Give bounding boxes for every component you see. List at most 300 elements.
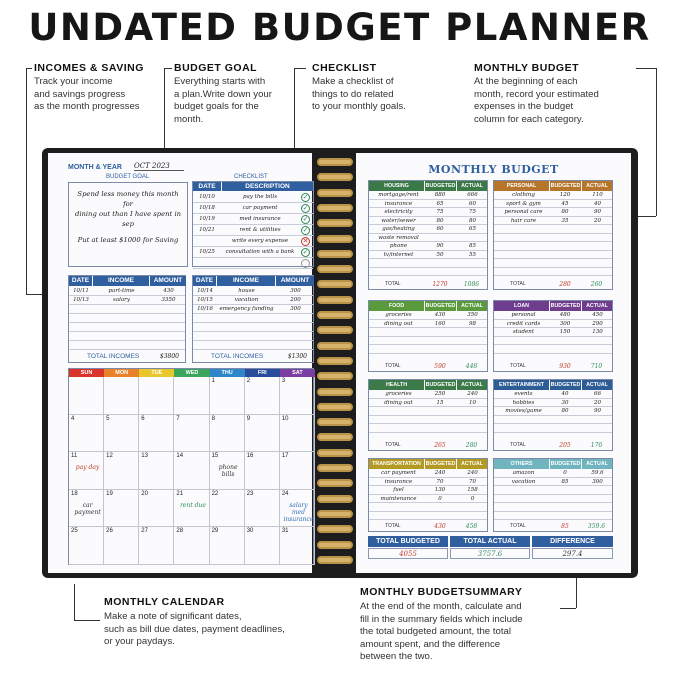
section-total-actual: 458 [465,523,478,530]
calendar-day-number: 19 [106,490,113,497]
leader-line [656,68,657,216]
section-total-budgeted: 590 [434,363,446,370]
budget-row [494,424,612,433]
calendar-day-number: 26 [106,528,113,535]
calendar-day[interactable] [104,490,139,528]
budget-row [494,311,612,320]
budget-row [369,311,487,320]
calendar-note: rent due [180,501,206,509]
income-row [193,287,313,296]
section-total-budgeted: 280 [559,281,571,288]
income-row [69,332,185,341]
checklist-checkbox[interactable]: ✓ [302,249,309,256]
budget-row [369,337,487,346]
callout-monthly [474,62,599,126]
budget-row [369,399,487,408]
budget-value: 130 [434,487,446,493]
budget-value: 50 [436,251,444,258]
calendar-day[interactable] [69,415,104,453]
checklist-row [193,203,313,214]
income-row [69,323,185,332]
income-header: DATE [193,276,216,286]
budgeted-header: BUDGETED [550,461,581,467]
calendar-day[interactable] [210,490,245,528]
budget-row [369,225,487,234]
budget-row [369,234,487,243]
budget-value: 15 [436,399,444,406]
actual-value: 85 [469,243,476,249]
checklist-checkbox[interactable] [301,259,310,268]
section-name: TRANSPORTATION [369,459,424,469]
calendar-day[interactable] [174,527,209,565]
budget-row [494,200,612,209]
spiral-ring [317,479,353,487]
calendar-note: salary med insurance [283,501,314,523]
income-header: INCOME [217,276,275,286]
budget-value: 250 [434,391,446,397]
calendar-day[interactable] [245,527,280,565]
spiral-ring [317,219,353,227]
budget-row [494,337,612,346]
checklist-checkbox[interactable]: ✓ [302,227,309,234]
budget-row [494,503,612,512]
budget-row [494,225,612,234]
callout-checklist-title: CHECKLIST [312,62,377,74]
income-row [193,341,313,350]
spiral-ring [317,418,353,426]
budget-value: 880 [434,192,446,198]
spiral-ring [317,357,353,365]
budget-item: waste removal [378,234,419,241]
checklist-desc: car payment [242,205,278,211]
calendar-day-number: 11 [71,453,78,460]
summary-budgeted-value: 4055 [368,548,448,559]
calendar-day[interactable] [139,415,174,453]
actual-value: 40 [594,200,601,207]
budget-value: 0 [438,495,442,502]
spiral-ring [317,158,353,166]
budget-value: 160 [434,320,446,327]
day-header-wed: WED [174,369,209,377]
checklist-date [193,236,221,246]
calendar-day[interactable] [280,452,315,490]
section-name: ENTERTAINMENT [494,380,549,390]
spiral-ring [317,510,353,518]
budget-item: sport & gym [506,200,541,207]
income-header: DATE [69,276,92,286]
calendar-day[interactable] [245,415,280,453]
budget-row [369,242,487,251]
income-cell: 10/16 [197,306,213,312]
checklist-desc: write every expense [231,238,289,244]
checklist-row [193,258,313,269]
actual-value: 60 [469,200,476,207]
day-header-sun: SUN [69,369,104,377]
callout-summary-title: MONTHLY BUDGETSUMMARY [360,586,523,598]
budget-value: 40 [561,391,569,397]
calendar-day-number: 15 [211,453,219,460]
checklist-checkbox[interactable]: ✓ [302,194,309,201]
budget-row [494,251,612,260]
total-incomes-label: TOTAL INCOMES [87,353,140,360]
calendar-day[interactable] [245,377,280,415]
budget-row [369,495,487,504]
budget-item: amazon [512,470,535,476]
checklist-date-header: DATE [193,182,221,191]
checklist-row [193,247,313,258]
budget-item: fuel [393,487,404,493]
callout-monthly-title: MONTHLY BUDGET [474,62,580,74]
budget-row [369,251,487,260]
spiral-ring [317,372,353,380]
calendar-day[interactable] [139,452,174,490]
actual-header: ACTUAL [582,181,612,191]
callout-calendar-text: Make a note of significant dates, such as bill due dates, payment deadlines, or your paydays. [104,611,285,647]
spiral-ring [317,296,353,304]
callout-monthly-text: At the beginning of each month, record your estimated expenses in the budget column for each category. [474,76,599,125]
section-total-budgeted: 85 [561,523,569,530]
budget-item: personal [511,312,536,318]
checklist-table [192,181,314,267]
section-name: LOAN [494,301,549,311]
budget-value: 0 [563,470,567,476]
budget-row [369,416,487,425]
callout-goal-title: BUDGET GOAL [174,62,258,74]
income-row [193,314,313,323]
budget-row [494,399,612,408]
section-total-budgeted: 265 [434,442,446,449]
actual-value: 10 [469,399,476,406]
left-page [48,153,312,573]
section-total-label: TOTAL [385,442,401,448]
income-row [69,287,185,296]
budget-section-entertainment [493,379,613,451]
income-cell: 430 [163,288,174,294]
calendar-day[interactable] [210,377,245,415]
calendar-day-number: 7 [176,415,180,422]
calendar-day[interactable] [104,527,139,565]
section-name: FOOD [369,301,424,311]
budgeted-header: BUDGETED [550,303,581,309]
budget-item: student [512,329,535,335]
actual-header: ACTUAL [457,459,487,469]
leader-line [74,584,75,620]
calendar-day[interactable] [104,415,139,453]
actual-value: 240 [467,470,478,476]
budget-item: movies/game [505,408,542,414]
calendar-day[interactable] [210,527,245,565]
income-cell: 10/14 [197,288,213,294]
budget-row [494,234,612,243]
income-row [193,296,313,305]
budgeted-header: BUDGETED [550,183,581,189]
budget-row [494,217,612,226]
budget-row [494,486,612,495]
actual-value: 290 [592,320,603,327]
calendar-day[interactable] [210,415,245,453]
calendar-day[interactable] [245,490,280,528]
checklist-desc: pay the bills [242,194,278,200]
budget-row [369,208,487,217]
section-total-label: TOTAL [385,523,401,529]
section-total-budgeted: 930 [559,363,571,370]
budget-item: personal care [504,209,543,215]
budget-value: 80 [561,209,569,215]
budget-value: 80 [561,408,569,414]
actual-value: 20 [594,399,601,406]
actual-value [456,234,489,242]
spiral-ring [317,464,353,472]
callout-incomes-title: INCOMES & SAVING [34,62,144,74]
income-cell: part-time [108,288,135,294]
leader-line [164,68,172,69]
income-row [69,305,185,314]
budgeted-header: BUDGETED [425,303,456,309]
callout-calendar-title: MONTHLY CALENDAR [104,596,225,608]
leader-line [560,608,576,609]
calendar-day-number: 10 [281,415,289,422]
budget-row [494,407,612,416]
checklist-date: 10/25 [199,249,215,255]
calendar-day-number: 13 [141,453,148,460]
calendar-day[interactable] [139,377,174,415]
budget-row [369,217,487,226]
actual-value: 158 [467,487,478,493]
budget-item: groceries [385,312,412,318]
budget-value: 300 [559,320,571,327]
actual-value: 70 [469,478,476,485]
budget-section-health [368,379,488,451]
total-incomes-label: TOTAL INCOMES [211,353,264,360]
section-total-budgeted: 1270 [432,281,448,288]
calendar-day[interactable] [139,527,174,565]
callout-calendar [104,596,285,649]
income-cell: emergency funding [219,306,274,312]
budget-item: phone [389,243,408,249]
section-total-label: TOTAL [385,281,401,287]
calendar-day-number: 2 [246,378,251,384]
income-cell: 10/11 [73,288,89,294]
budget-goal-text: Spend less money this month for dining out than I have spent in sep Put at least $1000 for Saving [74,190,181,244]
calendar-note: phone bills [218,464,238,479]
budgeted-header: BUDGETED [550,382,581,388]
income-header: AMOUNT [150,276,186,286]
actual-header: ACTUAL [582,380,612,390]
budget-item: electricity [384,209,413,215]
section-total-label: TOTAL [385,363,401,369]
callout-incomes [34,62,144,114]
spiral-ring [317,189,353,197]
checklist-checkbox[interactable]: ✕ [302,238,309,245]
income-cell: vacation [234,297,259,303]
income-cell: 10/15 [197,297,213,303]
budget-section-housing [368,180,488,290]
calendar-day-number: 31 [281,528,289,535]
budget-row [369,424,487,433]
section-total-actual: 260 [590,281,603,288]
budget-row [494,469,612,478]
income-header: AMOUNT [276,276,314,286]
summary-budgeted-header: TOTAL BUDGETED [368,536,448,547]
budget-item: insurance [384,478,413,485]
budget-value: 150 [559,329,571,335]
income-row [193,305,313,314]
spiral-ring [317,449,353,457]
spiral-ring [317,495,353,503]
budget-section-others [493,458,613,532]
budgeted-header: BUDGETED [425,183,456,189]
checklist-date: 10/19 [199,216,215,222]
section-total-actual: 448 [465,363,478,370]
section-total-label: TOTAL [510,523,526,529]
budget-value [424,234,456,242]
budget-value: 430 [434,312,446,318]
spiral-ring [317,280,353,288]
budget-value: 240 [434,470,446,476]
calendar-day-number: 23 [246,490,254,497]
section-total-actual: 359.6 [587,523,606,530]
budget-item: clothing [512,192,535,198]
right-page [356,153,631,573]
budget-row [494,512,612,521]
income-table-2 [192,275,314,363]
leader-line [636,68,656,69]
income-cell: 10/13 [73,297,89,303]
spiral-ring [317,388,353,396]
income-cell: house [238,288,255,294]
calendar-day-number: 28 [176,528,184,535]
checklist-checkbox[interactable]: ✓ [302,216,309,223]
actual-value: 666 [467,192,478,198]
budget-row [494,478,612,487]
budget-row [494,191,612,200]
day-header-sat: SAT [280,369,315,377]
budget-row [369,345,487,354]
budget-value: 60 [436,226,444,232]
budget-item: hair care [510,217,537,224]
checklist-date [193,258,221,268]
budget-section-food [368,300,488,372]
budget-goal-box [68,182,188,267]
section-total-label: TOTAL [510,363,526,369]
calendar-day[interactable] [104,452,139,490]
calendar-day-number: 4 [71,415,75,422]
budget-row [494,259,612,268]
total-incomes-value: $1300 [287,353,307,360]
budgeted-header: BUDGETED [425,461,456,467]
callout-goal-text: Everything starts with a plan.Write down your budget goals for the month. [174,76,272,125]
callout-summary-text: At the end of the month, calculate and fill in the summary fields which include the total budgeted amount, the total amount spent, and the difference between the two. [360,601,523,662]
section-name: HOUSING [369,181,424,191]
section-total-label: TOTAL [510,281,526,287]
budget-item: groceries [385,391,412,397]
page-title: UNDATED BUDGET PLANNER [28,6,651,49]
calendar-day[interactable] [174,415,209,453]
calendar-day-number: 12 [106,453,113,460]
calendar-day[interactable] [139,490,174,528]
calendar-note: car payment [74,501,101,516]
calendar-day[interactable] [280,415,315,453]
checklist-date: 10/18 [199,205,215,211]
actual-value: 80 [469,217,476,224]
actual-value: 98 [469,320,476,327]
actual-value: 90 [594,209,601,215]
calendar-day[interactable] [174,377,209,415]
spiral-ring [317,556,353,564]
calendar-day[interactable] [245,452,280,490]
budget-row [369,320,487,329]
calendar-note: pay day [75,464,100,472]
monthly-calendar [68,368,314,565]
budget-row [369,268,487,277]
budget-item: mortgage/rent [378,192,419,198]
budget-row [369,191,487,200]
budget-value: 65 [436,200,444,207]
budget-item: water/sewer [381,217,416,224]
budget-row [494,320,612,329]
actual-header: ACTUAL [582,459,612,469]
day-header-mon: MON [104,369,139,377]
income-row [69,296,185,305]
day-header-fri: FRI [245,369,280,377]
budget-section-personal [493,180,613,290]
actual-header: ACTUAL [457,301,487,311]
callout-checklist-text: Make a checklist of things to do related to your monthly goals. [312,76,406,112]
spiral-ring [317,173,353,181]
income-row [193,323,313,332]
calendar-day-number: 24 [281,490,289,497]
calendar-day-number: 18 [71,490,78,497]
income-cell: salary [113,297,130,303]
section-total-actual: 176 [590,442,603,449]
budget-row [494,242,612,251]
summary-difference-value: 297.4 [532,548,613,559]
budget-value: 480 [559,312,571,318]
section-total-budgeted: 205 [559,442,571,449]
budget-row [494,495,612,504]
calendar-day[interactable] [280,377,315,415]
calendar-day[interactable] [69,377,104,415]
calendar-day-number: 22 [211,490,219,497]
calendar-day[interactable] [280,527,315,565]
checklist-checkbox[interactable]: ✓ [302,205,309,212]
calendar-day[interactable] [174,452,209,490]
budget-item: events [514,391,533,397]
actual-value: 66 [594,391,601,397]
checklist-desc: consultation with a bank [225,249,295,255]
budget-item: hobbies [512,399,535,406]
budget-value: 35 [561,217,569,224]
budget-item: credit cards [506,320,541,327]
monthly-budget-title: MONTHLY BUDGET [428,163,559,176]
checklist-row [193,214,313,225]
spiral-ring [317,326,353,334]
actual-value: 0 [470,495,475,502]
budget-row [369,200,487,209]
calendar-day[interactable] [104,377,139,415]
section-total-budgeted: 430 [434,523,446,530]
income-cell: 300 [290,306,301,312]
actual-value: 240 [467,391,478,397]
section-total-actual: 280 [465,442,478,449]
calendar-day-number: 30 [246,528,254,535]
actual-header: ACTUAL [457,380,487,390]
calendar-day[interactable] [69,527,104,565]
calendar-day-number: 29 [211,528,219,535]
budget-row [494,268,612,277]
summary-actual-header: TOTAL ACTUAL [450,536,530,547]
checklist-row [193,192,313,203]
